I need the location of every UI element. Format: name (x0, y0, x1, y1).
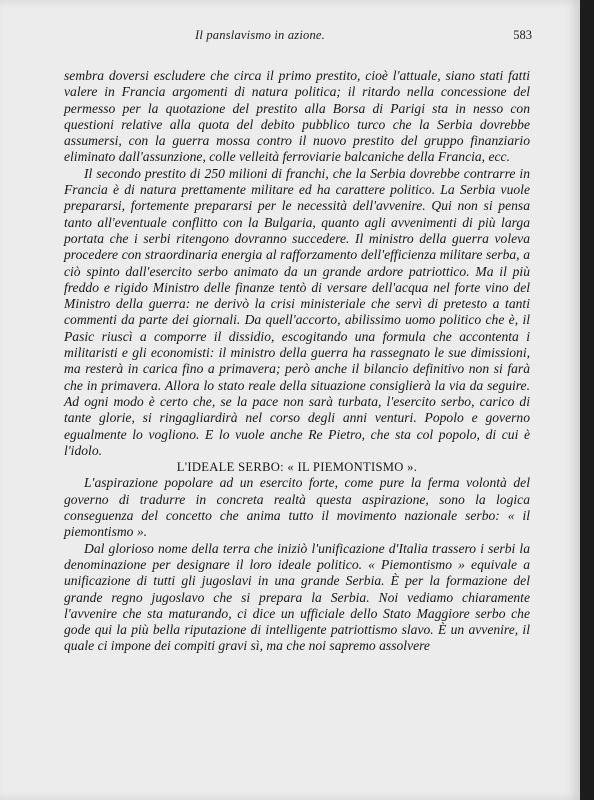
section-heading: L'IDEALE SERBO: « IL PIEMONTISMO ». (176, 460, 418, 475)
paragraph-1: sembra doversi escludere che circa il primo prestito, cioè l'attuale, siano stati fatti valere in Francia argomenti di natura politica; il ritardo nella concessione del permesso per la quotazione del prestito alla Borsa di Parigi sta in nesso con questioni relative alla quota del debito pubblico turco che la Serbia dovrebbe assumersi, con la guerra mossa contro il nuovo prestito del gruppo finanziario eliminato dall'assunzione, colle velleità ferroviarie balcaniche della Francia, ecc. (64, 68, 530, 165)
section-paragraph-1: L'aspirazione popolare ad un esercito forte, come pure la ferma volontà del governo di tradurre in concreta realtà questa aspirazione, sono la logica conseguenza del concetto che anima tutto il movimento nazionale serbo: « il piemontismo ». (64, 475, 530, 540)
page-header (0, 28, 580, 46)
section-paragraph-2: Dal glorioso nome della terra che iniziò l'unificazione d'Italia trassero i serbi la denominazione per designare il loro ideale politico. « Piemontismo » equivale a unificazione di tutti gli jugoslavi in una grande Serbia. È per la formazione del grande regno jugoslavo che si prepara la Serbia. Noi vediamo chiaramente l'avvenire che sta maturando, ci dice un ufficiale dello Stato Maggiore serbo che gode qui la più bella riputazione di intelligente patriottismo slavo. È un avvenire, il quale ci impone dei compiti gravi sì, ma che noi sapremo assolvere (64, 540, 530, 654)
running-title: Il panslavismo in azione. (195, 28, 325, 42)
page-body (64, 68, 530, 655)
paragraph-2: Il secondo prestito di 250 milioni di franchi, che la Serbia dovrebbe contrarre in Francia è di natura prettamente militare ed ha carattere politico. La Serbia vuole prepararsi, fortemente prepararsi per le necessità dell'avvenire. Qui non si pensa tanto all'eventuale conflitto con la Bulgaria, quanto agli avvenimenti di più larga portata che i serbi ritengono dovranno succedere. Il ministro della guerra voleva procedere con straordinaria energia al rafforzamento dell'efficienza militare serba, a ciò spinto dall'esercito serbo animato da un grande ardore patriottico. Ma il più freddo e rigido Ministro delle finanze tentò di versare dell'acqua nel forte vino del Ministro della guerra: ne derivò la crisi ministeriale che servì di pretesto a tanti commenti da parte dei giornali. Da quell'accorto, abilissimo uomo politico che è, il Pasic riuscì a comporre il dissidio, escogitando una formula che accontenta i militaristi e gli economisti: il ministro della guerra ha rassegnato le sue dimissioni, ma resterà in carica fino a primavera; però anche il bilancio definitivo non si farà che in primavera. Allora lo stato reale della situazione consiglierà la via da seguire. Ad ogni modo è certo che, se la pace non sarà turbata, l'esercito serbo, carico di tante glorie, si ringagliardirà nel corso degli anni venturi. Popolo e governo egualmente lo vogliono. E lo vuole anche Re Pietro, che sta col popolo, di cui è l'idolo. (64, 165, 530, 458)
page-number: 583 (513, 28, 532, 42)
